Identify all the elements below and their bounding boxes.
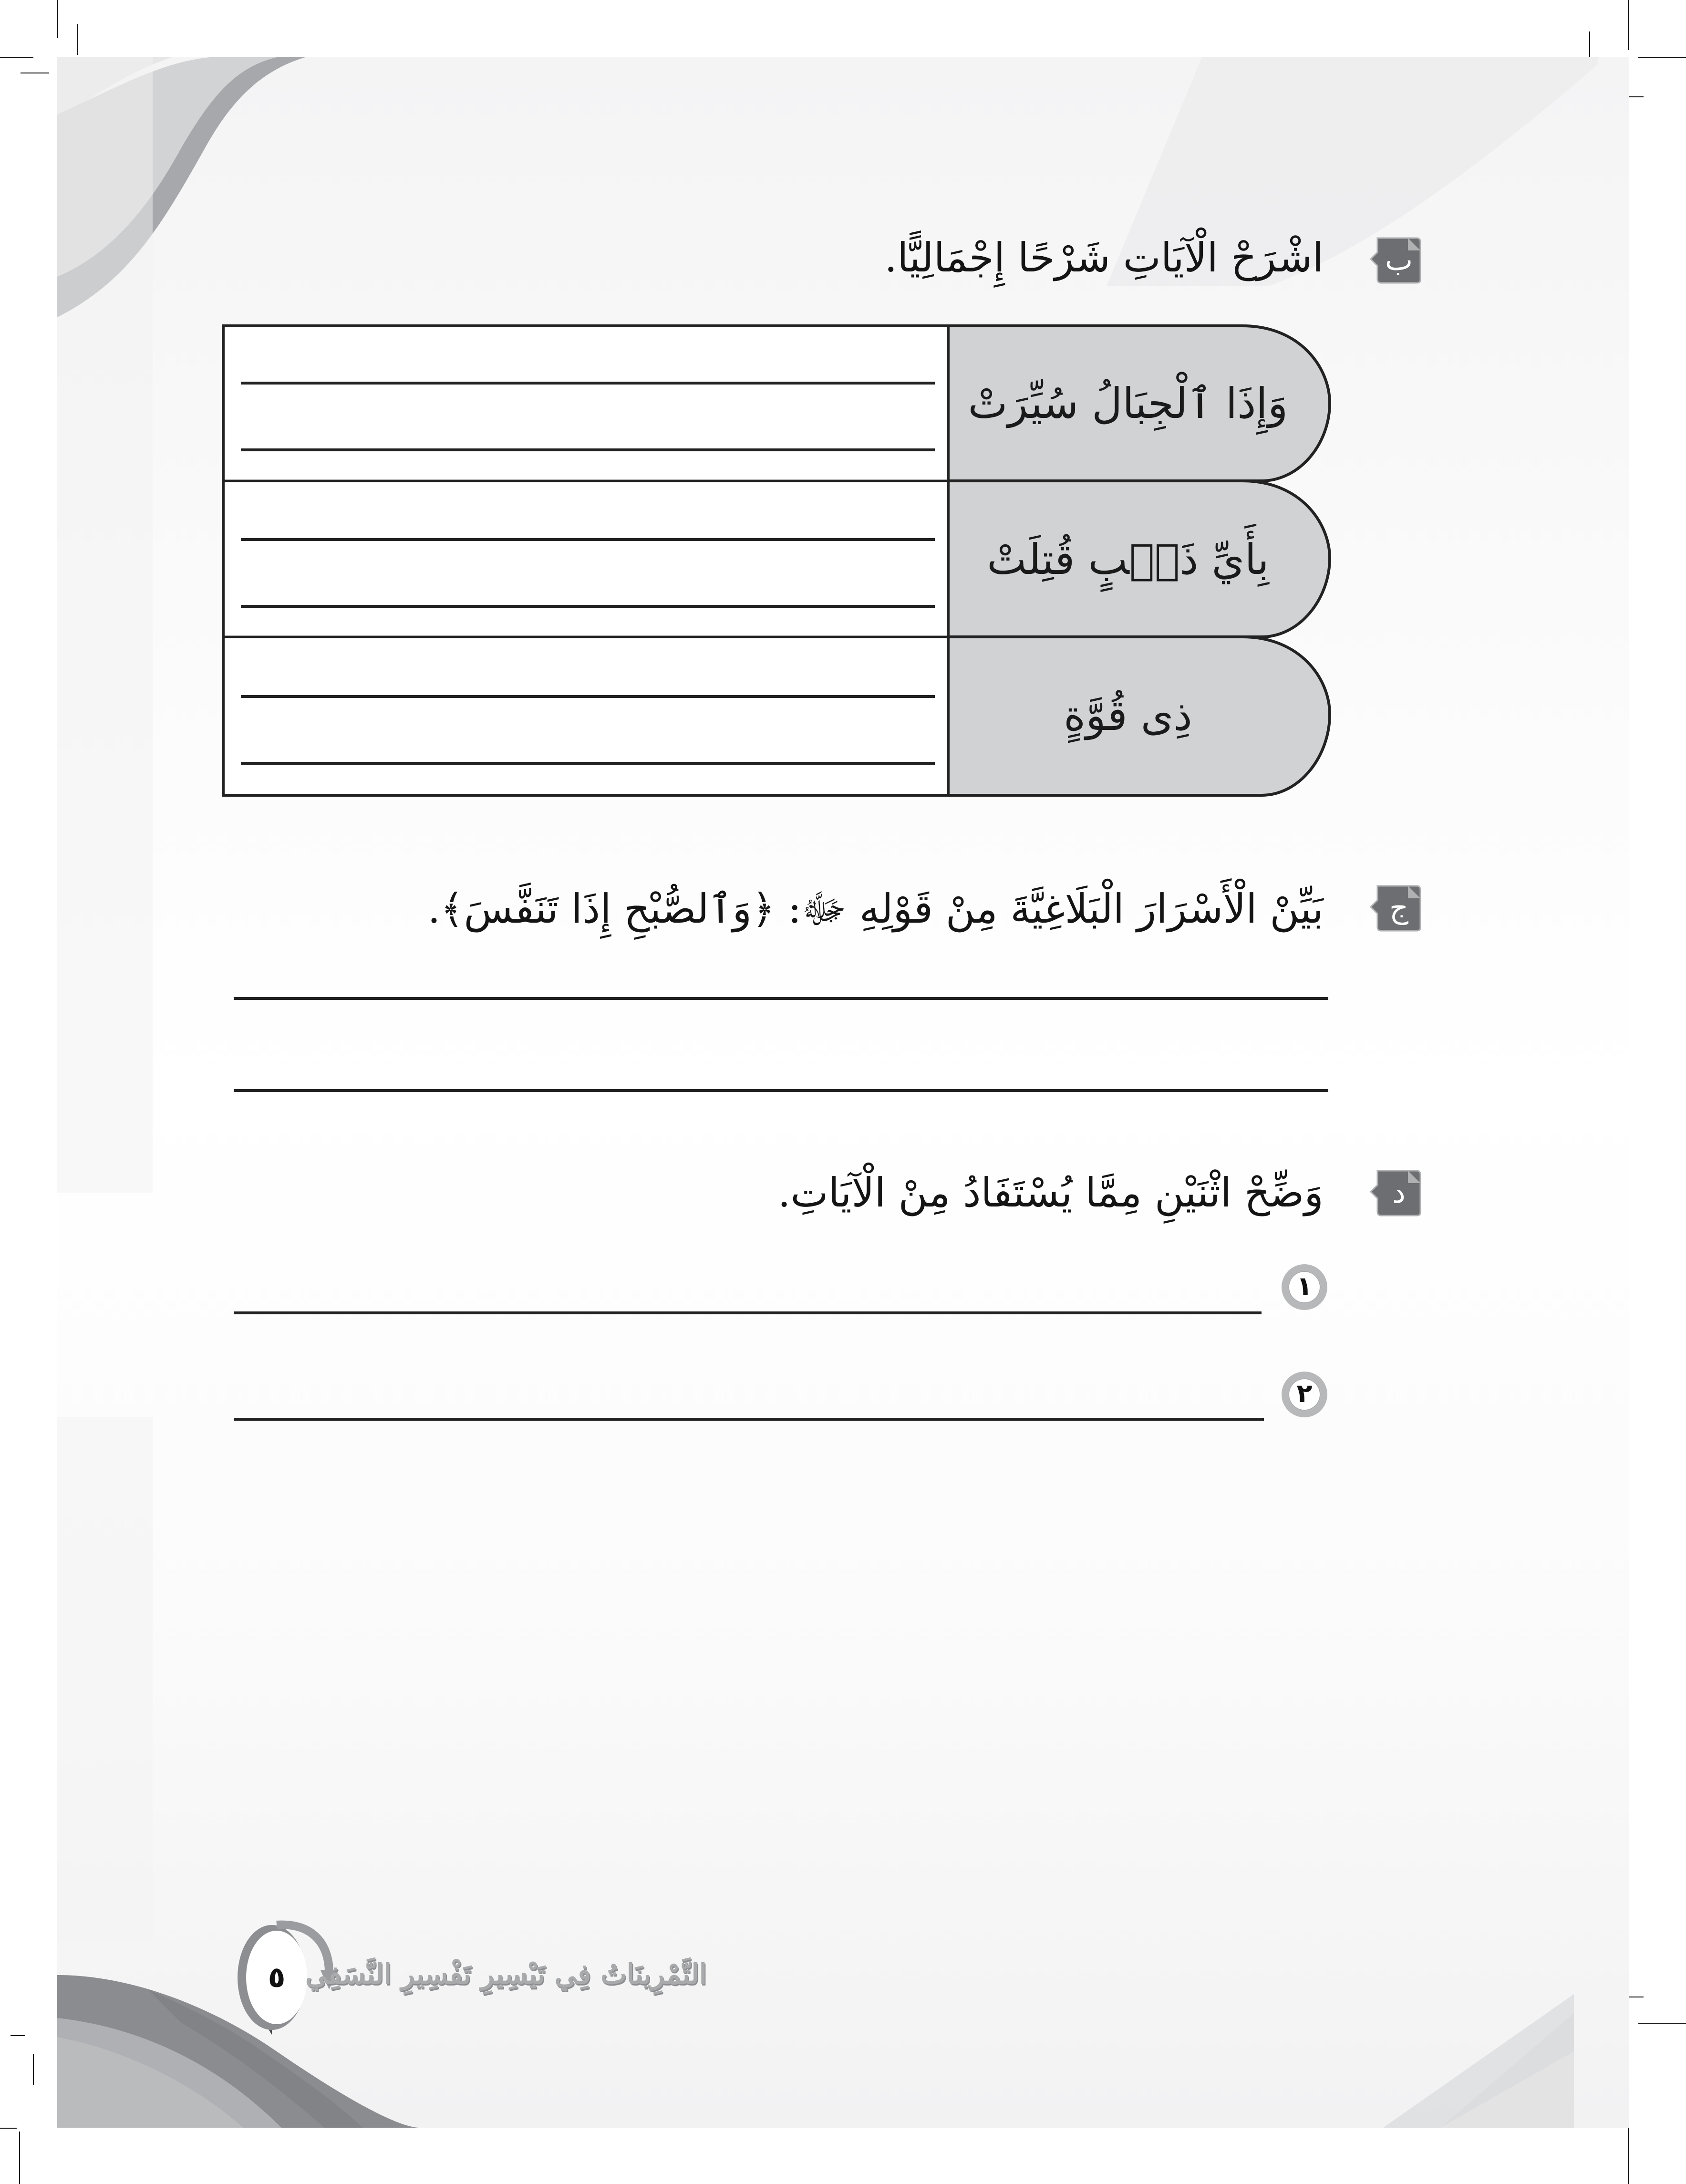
crop-mark xyxy=(33,2054,34,2085)
verse-cell: ذِى قُوَّةٍ xyxy=(1064,691,1192,740)
crop-mark xyxy=(1628,0,1629,50)
table-answer-line[interactable] xyxy=(241,605,935,608)
page-number: ٥ xyxy=(268,1961,286,1994)
section-badge-j xyxy=(1369,884,1421,932)
worksheet-page xyxy=(57,57,1629,2128)
crop-mark xyxy=(1638,57,1686,58)
badge-letter: ب xyxy=(1385,242,1413,277)
section-badge-b xyxy=(1369,236,1421,284)
section-b-instruction: اشْرَحْ الْآيَاتِ شَرْحًا إِجْمَالِيًّا. xyxy=(884,234,1324,281)
crop-mark xyxy=(0,2128,17,2129)
table-answer-line[interactable] xyxy=(241,382,935,385)
crop-mark xyxy=(19,2132,20,2184)
book-title: التَّمْرِينَاتُ فِي تَيْسِيرِ تَفْسِيرِ النَّسَفِي xyxy=(305,1958,707,1990)
badge-letter: ج xyxy=(1389,890,1409,925)
badge-letter: د xyxy=(1392,1175,1406,1210)
table-answer-line[interactable] xyxy=(241,538,935,541)
crop-mark xyxy=(10,2035,25,2036)
table-answer-line[interactable] xyxy=(241,695,935,698)
section-d-instruction: وَضِّحْ اثْنَيْنِ مِمَّا يُسْتَفَادُ مِنْ الْآيَاتِ. xyxy=(777,1169,1324,1216)
verse-cell: بِأَيِّ ذَنۢبٍ قُتِلَتْ xyxy=(987,535,1269,584)
item-number-1: ١ xyxy=(1282,1264,1327,1310)
answer-line-item-2[interactable] xyxy=(234,1418,1264,1421)
answer-line[interactable] xyxy=(234,1089,1328,1092)
table-answer-line[interactable] xyxy=(241,762,935,765)
section-badge-d xyxy=(1369,1169,1421,1217)
crop-mark xyxy=(1638,2023,1686,2024)
answer-line[interactable] xyxy=(234,997,1328,1000)
table-answer-line[interactable] xyxy=(241,448,935,451)
section-j-instruction: بَيِّنْ الْأَسْرَارَ الْبَلَاغِيَّةَ مِنْ قَوْلِهِ ﷻ: ﴿وَٱلصُّبْحِ إِذَا تَنَفَّسَ﴾. xyxy=(427,885,1324,932)
answer-line-item-1[interactable] xyxy=(234,1311,1262,1314)
crop-mark xyxy=(57,0,58,38)
verse-cell: وَإِذَا ٱلْجِبَالُ سُيِّرَتْ xyxy=(968,379,1288,428)
crop-mark xyxy=(0,57,33,58)
item-number-2: ٢ xyxy=(1282,1372,1327,1417)
verse-explanation-table xyxy=(222,324,1333,797)
crop-mark xyxy=(77,24,78,55)
